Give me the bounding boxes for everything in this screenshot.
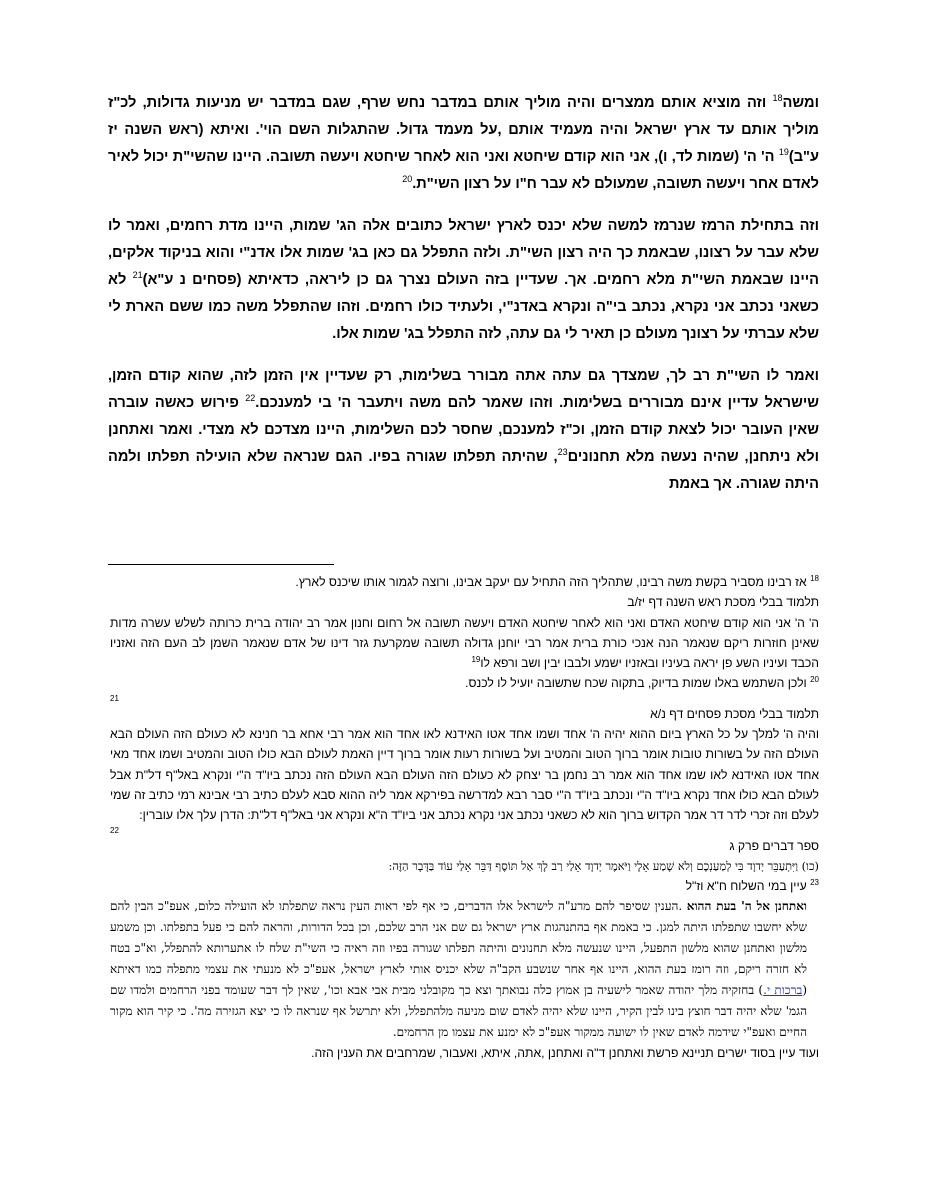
footnote-ref-18[interactable]: 18	[772, 93, 783, 104]
text-run: ומשה	[782, 95, 819, 111]
footnote-22-head: ספר דברים פרק ג	[729, 838, 819, 853]
text-run: וזה בתחילת הרמז שנרמז למשה שלא יכנס לארץ ישראל כתובים אלה הג' שמות, היינו מדת רחמים, ואמר לו שלא עבר על רצונו, שבאמת כך היה רצון השי"ת. ולזה התפלל גם כאן בג' שמות אלו אדנ"י והוא בניקוד אלקים, היינו שבאמת השי"ת מלא רחמים. אך. שעדיין בזה העולם נצרך גם כן ליראה, כדאיתא (פסחים נ ע"א)	[108, 218, 819, 288]
footnote-text: ה' ה' אני הוא קודם שיחטא האדם ואני הוא לאחר שיחטא האדם ויעשה תשובה אל רחום וחנון אמר רב יהודה ברית כרותה לשלש עשרה מדות שאינן חוזרות ריקם שנאמר הנה אנכי כורת ברית אמר רבי יוחנן גדולה תשובה שמקרעת גזר דינו של אדם שנאמר השמן לב העם הזה ואזניו הכבד ועיניו השע פן יראה בעיניו ובאזניו ישמע ולבבו יבין ושב ורפא לו	[110, 615, 819, 671]
paragraph-3	[108, 363, 819, 498]
text-run: פירוש כאשה עוברה שאין העובר יכול לצאת קודם הזמן, וכ"ז למענכם, שחסר לכם השלימות, היינו מצדכם לא מצדי. ואמר ואתחנן ולא ניתחנן, שהיה נעשה מלא תחנונים	[108, 395, 819, 465]
footnote-number: 23	[810, 878, 819, 888]
citation-link[interactable]: ברכות י.	[763, 983, 803, 998]
footnote-number-21: 21	[110, 693, 119, 703]
footnote-23-tail: ועוד עיין בסוד ישרים תניינא פרשת ואתחנן ד"ה ואתחנן ,אתה, איתא, ואעבור, שמרחבים את הענין הזה.	[311, 1046, 819, 1061]
footnote-separator	[108, 564, 334, 565]
footnote-23-quote	[110, 896, 819, 1043]
footnote-19-head: תלמוד בבלי מסכת ראש השנה דף יז/ב	[627, 595, 819, 610]
footnote-18	[110, 572, 819, 592]
footnote-21-head: תלמוד בבלי מסכת פסחים דף נ/א	[650, 706, 819, 721]
footnote-text: אז רבינו מסביר בקשת משה רבינו, שתהליך הזה התחיל עם יעקב אבינו, ורוצה לגמור אותו שיכנס לארץ.	[295, 575, 807, 589]
footnote-ref-23[interactable]: 23	[557, 447, 568, 458]
footnote-number: 19	[471, 655, 481, 665]
footnote-number-22: 22	[110, 825, 119, 835]
quote-text: ) בחזקיה מלך יהודה שאמר לישעיה בן אמוץ כלה נבואתך וצא כך מקובלני מבית אבי אבא וכו', שאין לך דבר שעומד בפני הרחמים ולמדו שם הגמ' שלא יהיה דבר חוצץ בינו לבין הקיר, היינו שלא יהיה לאדם שום מניעה מלהתפלל, ולא יתרשל אף שנראה לו כי יצא הגזירה מה'. כי קיר הוא מקור החיים ואעפ"י שידמה לאדם שאין לו ישועה ממקור אעפ"כ לא ימנע את עצמו מן הרחמים.	[110, 983, 807, 1040]
footnote-number: 20	[810, 675, 819, 685]
quote-text: .הענין שסיפר להם מרע"ה לישראל אלו הדברים, כי אף לפי ראות העין נראה שתפלתו לא הועילה כלום, אעפ"כ הבין להם שלא יחשבו שתפלתו היתה למגן. כי באמת אף בהתנהגות ארץ ישראל גם שם אני הרב שלכם, וכן בכל הדורות, והראה להם כי פעל בתפלתו. וכן משמע מלשון ואתחנן שהוא מלשון התפעל, היינו שנעשה מלא תחנונים והיתה תפלתו שגורה בפיו וזה ראיה כי השי"ת שלח לו אתערותא להתפלל, וא"כ בטח לא חזרה ריקם, וזה רומז בעת ההוא, היינו אף אחר שנשבע הקב"ה שלא יכניס אותי לארץ ישראל, אעפ"כ לא מנעתי את עצמי מתפלה כמו דאיתא (	[110, 899, 807, 998]
footnote-number: 18	[810, 573, 819, 583]
text-run: ואמר לו השי"ת רב לך, שמצדך גם עתה אתה מבורר בשלימות, רק שעדיין אין הזמן לזה, שהוא קודם הזמן, שישראל עדיין אינם מבוררים בשלימות. וזהו שאמר להם משה ויתעבר ה' בי למענכם.	[108, 368, 819, 411]
footnote-text: ולכן השתמש באלו שמות בדיוק, בתקוה שכח שתשובה יועיל לו לכנס.	[465, 676, 807, 691]
paragraph-1	[108, 90, 819, 198]
footnote-21: והיה ה' למלך על כל הארץ ביום ההוא יהיה ה' אחד ושמו אחד אטו האידנא לאו אחד הוא אמר רבי אחא בר חנינא לא כעולם הזה העולם הבא העולם הזה על בשורות טובות אומר ברוך הטוב והמטיב ועל בשורות רעות אומר ברוך דיין האמת לעולם הבא כולו הטוב והמטיב ושמו אחד מאי אחד אטו האידנא לאו שמו אחד הוא אמר רב נחמן בר יצחק לא כעולם הזה העולם הבא העולם הזה נכתב ביו"ד ה"י ונקרא באל"ף דל"ת אבל לעולם הבא כולו אחד נקרא ביו"ד ה"י ונכתב ביו"ד ה"י סבר רבא למדרשה בפירקא אמר ליה ההוא סבא לעלם כתיב רבי אבינא רמי כתיב זה שמי לעלם וזה זכרי לדר דר אמר הקדוש ברוך הוא לא כשאני נכתב אני נקרא נכתב אני ביו"ד ה"א ונקרא אני באל"ף דל"ת: הדרן עלך אלו עוברין:	[110, 727, 819, 823]
footnote-ref-22[interactable]: 22	[245, 393, 256, 404]
footnote-ref-21[interactable]: 21	[132, 270, 143, 281]
footnote-ref-20[interactable]: 20	[402, 174, 413, 185]
footnote-ref-19[interactable]: 19	[778, 147, 789, 158]
footnote-text: עיין במי השלוח ח"א וז"ל	[685, 879, 807, 894]
main-text	[108, 90, 819, 513]
text-run: לא כשאני נכתב אני נקרא, נכתב בי"ה ונקרא באדנ"י, ולעתיד כולו רחמים. וזהו שהתפלל משה כמו ששם הארת לי שלא עברתי על רצונך מעולם כן תאיר לי גם עתה, לזה התפלל בג' שמות אלו.	[108, 272, 819, 342]
text-run: , שהיתה תפלתו שגורה בפיו. הגם שנראה שלא הועילה תפלתו ולמה היתה שגורה. אך באמת	[108, 449, 819, 492]
footnote-20	[110, 673, 819, 693]
text-run: וזה מוציא אותם ממצרים והיה מוליך אותם במדבר נחש שרף, שגם במדבר יש מניעות גדולות, לכ"ז מוליך אותם עד ארץ ישראל והיה מעמיד אותם ,על מעמד גדול. שהתגלות השם הוי'. ואיתא (ראש השנה יז ע"ב)	[108, 95, 819, 165]
footnotes	[110, 572, 819, 1064]
footnote-23-head	[110, 876, 819, 896]
footnote-22-verse: (כו) וַיִּתְעַבֵּר יְדוָד בִּי לְמַעַנְכֶם וְלֹא שָׁמַע אֵלָי וַיֹּאמֶר יְדוָד אֵלַי רַב לָךְ אַל תּוֹסֶף דַּבֵּר אֵלַי עוֹד בַּדָּבָר הַזֶּה:	[388, 858, 819, 873]
paragraph-2	[108, 213, 819, 348]
footnote-19	[110, 613, 819, 674]
text-run: ה' ה' (שמות לד, ו), אני הוא קודם שיחטא ואני הוא לאחר שיחטא ויעשה תשובה. היינו שהשי"ת יכול לאיר לאדם אחר ויעשה תשובה, שמעולם לא עבר ח"ו על רצון השי"ת.	[108, 149, 819, 192]
quote-heading: ואתחנן אל ה' בעת ההוא	[686, 899, 807, 914]
